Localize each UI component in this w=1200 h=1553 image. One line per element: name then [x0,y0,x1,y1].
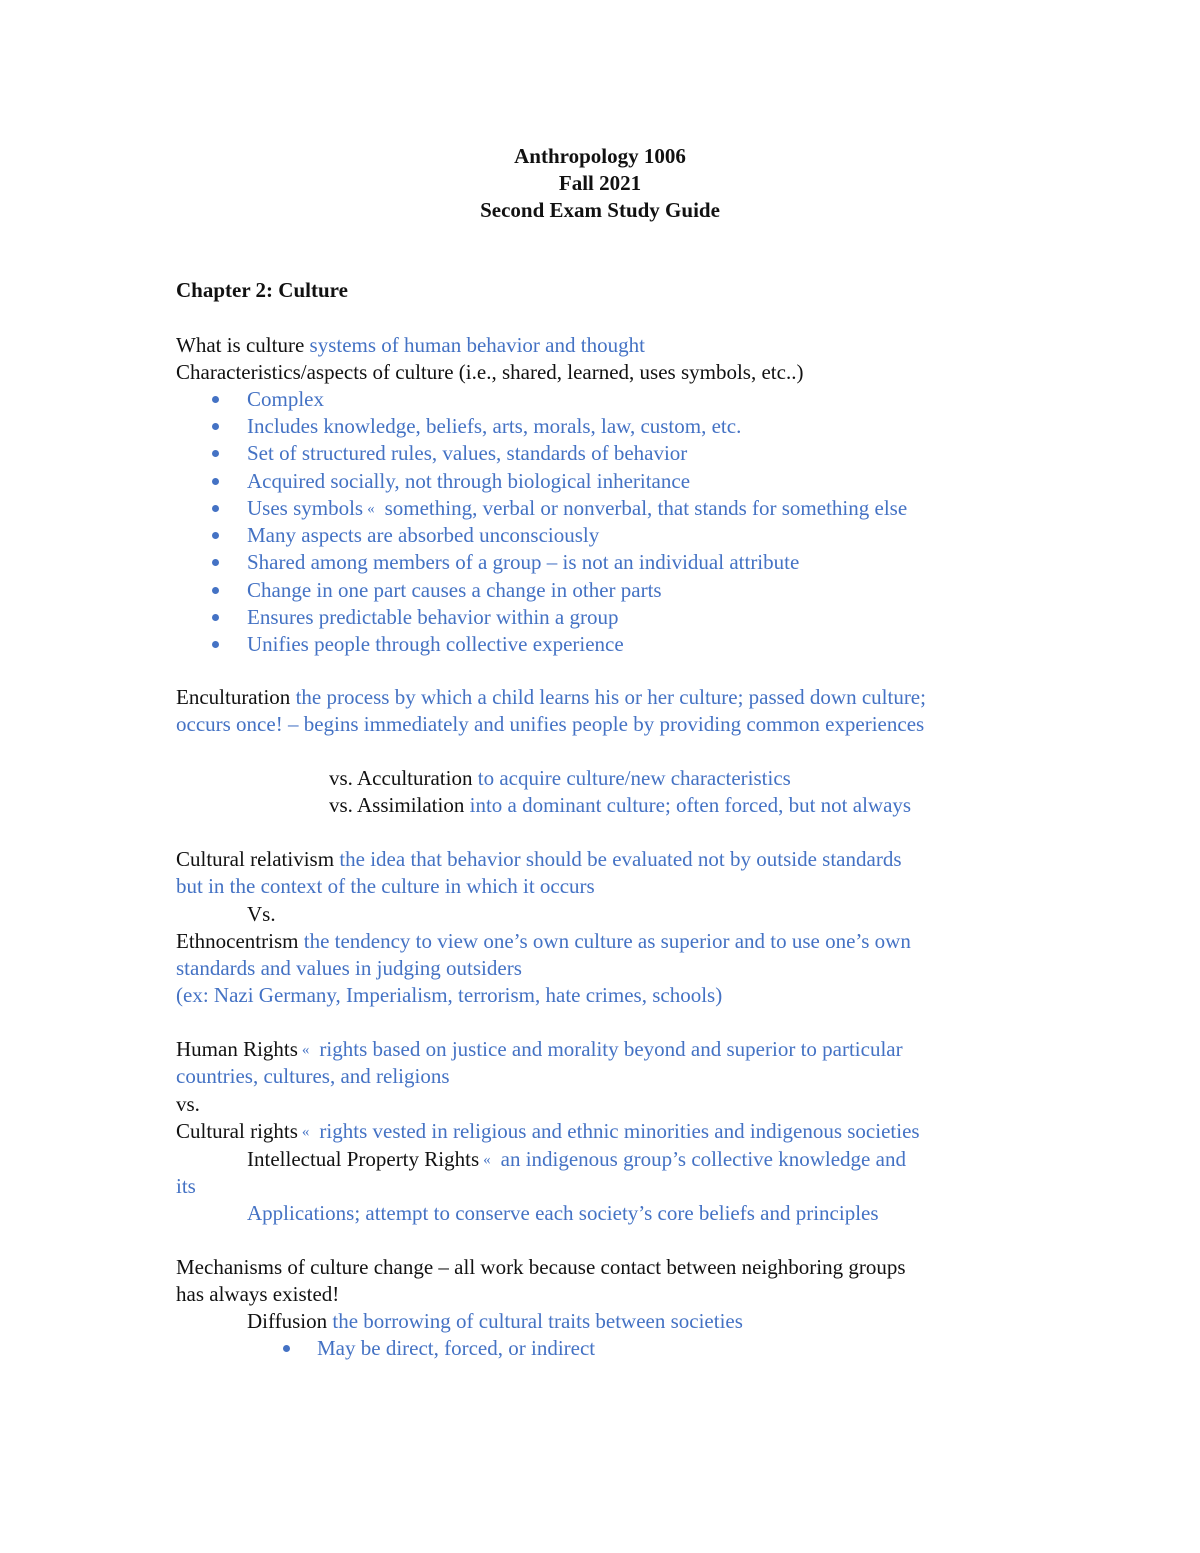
term-label: Cultural relativism [176,847,335,871]
enculturation-line-2: occurs once! – begins immediately and unifies people by providing common experiences [176,712,925,736]
list-item: Shared among members of a group – is not an individual attribute [247,550,800,574]
bullet-dot [212,532,219,539]
answer-text: the idea that behavior should be evaluated not by outside standards [339,847,902,871]
answer-text: systems of human behavior and thought [309,333,645,357]
term-label: Intellectual Property Rights [247,1147,480,1171]
ip-rights-line-2: its [176,1174,196,1198]
human-rights-line-1 [176,1036,903,1064]
list-item: Change in one part causes a change in other parts [247,578,662,602]
ip-rights-line-3: Applications; attempt to conserve each society’s core beliefs and principles [247,1201,879,1225]
answer-text: rights based on justice and morality beyond and superior to particular [319,1037,903,1061]
answer-text: the process by which a child learns his or her culture; passed down culture; [295,685,926,709]
answer-text: the borrowing of cultural traits between societies [332,1309,743,1333]
answer-text: rights vested in religious and ethnic minorities and indigenous societies [319,1119,920,1143]
bullet-dot [212,641,219,648]
bullet-dot [212,559,219,566]
list-item-symbols [247,495,907,523]
versus-label: Vs. [247,902,276,926]
list-item: Many aspects are absorbed unconsciously [247,523,600,547]
term-label: vs. Assimilation [329,793,465,817]
term-label: Diffusion [247,1309,328,1333]
relativism-line-1 [176,846,902,873]
ip-rights-line-1 [247,1146,906,1174]
list-item: Complex [247,387,324,411]
answer-text: an indigenous group’s collective knowledge and [500,1147,906,1171]
mechanisms-line-1: Mechanisms of culture change – all work because contact between neighboring groups [176,1255,906,1279]
doc-title: Second Exam Study Guide [480,198,720,222]
list-item: Set of structured rules, values, standards of behavior [247,441,688,465]
versus-label: vs. [176,1092,200,1116]
term-label: Enculturation [176,685,291,709]
answer-text: to acquire culture/new characteristics [477,766,791,790]
assimilation-line [329,792,911,819]
ethnocentrism-line-1 [176,928,911,955]
term-title: Fall 2021 [558,171,642,195]
mechanisms-line-2: has always existed! [176,1282,340,1306]
ethnocentrism-line-2: standards and values in judging outsiders [176,956,522,980]
ethnocentrism-examples: (ex: Nazi Germany, Imperialism, terrorism, hate crimes, schools) [176,983,723,1007]
bullet-dot [212,423,219,430]
term-label: Human Rights [176,1037,298,1061]
term-label: Ethnocentrism [176,929,299,953]
cultural-rights-line [176,1118,920,1146]
list-item: Includes knowledge, beliefs, arts, morals, law, custom, etc. [247,414,742,438]
list-item: May be direct, forced, or indirect [317,1336,596,1360]
diffusion-line [247,1308,743,1335]
bullet-dot [212,505,219,512]
answer-text: something, verbal or nonverbal, that stands for something else [384,496,908,520]
answer-text: the tendency to view one’s own culture as superior and to use one’s own [303,929,911,953]
characteristics-label: Characteristics/aspects of culture (i.e., shared, learned, uses symbols, etc..) [176,360,804,384]
bullet-dot [212,478,219,485]
bullet-dot [212,450,219,457]
arrow-icon: « [301,1042,310,1058]
culture-definition [176,332,645,359]
bullet-dot [212,614,219,621]
arrow-icon: « [301,1124,310,1140]
arrow-icon: « [483,1152,491,1168]
list-item: Ensures predictable behavior within a group [247,605,619,629]
bullet-dot [212,396,219,403]
acculturation-line [329,765,791,792]
term-label: vs. Acculturation [329,766,473,790]
answer-text: into a dominant culture; often forced, but not always [469,793,912,817]
list-item-label: Uses symbols [247,496,364,520]
bullet-dot [212,587,219,594]
human-rights-line-2: countries, cultures, and religions [176,1064,450,1088]
chapter-heading: Chapter 2: Culture [176,278,348,302]
term-label: What is culture [176,333,305,357]
enculturation-line-1 [176,684,926,711]
course-title: Anthropology 1006 [514,144,686,168]
bullet-dot [283,1345,290,1352]
list-item: Acquired socially, not through biological inheritance [247,469,691,493]
list-item: Unifies people through collective experience [247,632,624,656]
relativism-line-2: but in the context of the culture in which it occurs [176,874,595,898]
term-label: Cultural rights [176,1119,298,1143]
arrow-icon: « [367,501,375,517]
